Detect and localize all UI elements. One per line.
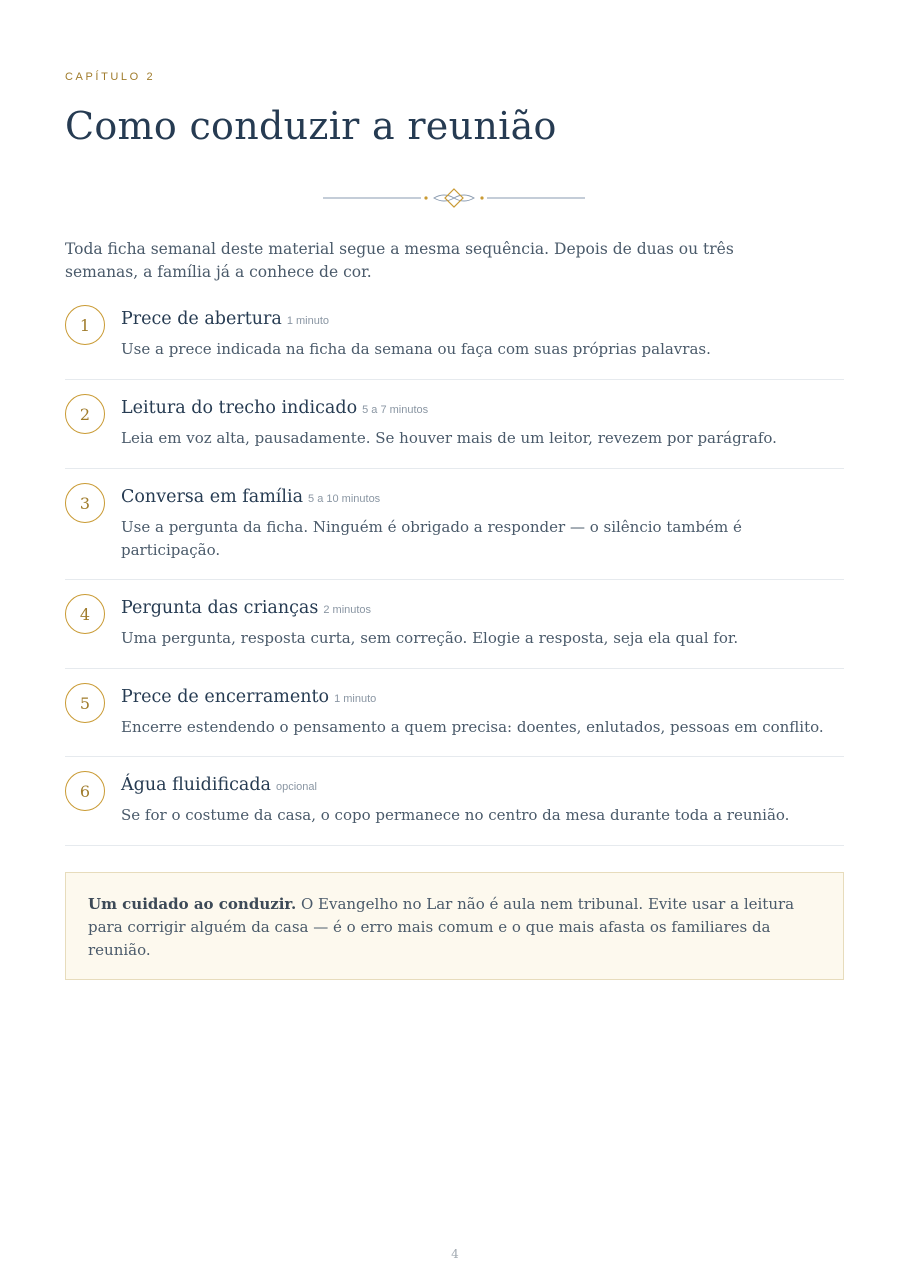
step-title: Prece de abertura [121,309,282,329]
step-item [65,683,844,757]
step-description: Use a pergunta da ficha. Ninguém é obrigado a responder — o silêncio também é participação. [121,518,742,559]
step-item [65,394,844,469]
callout-lead: Um cuidado ao conduzir. [88,895,297,913]
step-number: 6 [65,771,105,811]
intro-paragraph: Toda ficha semanal deste material segue a mesma sequência. Depois de duas ou três semanas, a família já a conhece de cor. [65,240,734,281]
step-header [121,687,376,707]
step-header [121,398,428,418]
callout-body: O Evangelho no Lar não é aula nem tribunal. Evite usar a leitura para corrigir alguém da casa — é o erro mais comum e o que mais afasta os familiares da reunião. [88,895,795,959]
step-number: 5 [65,683,105,723]
step-header [121,487,380,507]
step-title: Pergunta das crianças [121,598,319,618]
step-number: 4 [65,594,105,634]
step-header [121,309,329,329]
step-description: Encerre estendendo o pensamento a quem precisa: doentes, enlutados, pessoas em conflito. [121,718,824,736]
step-duration: 5 a 10 minutos [308,493,381,505]
callout-box [65,872,844,980]
step-number: 1 [65,305,105,345]
step-title: Prece de encerramento [121,687,330,707]
step-title: Conversa em família [121,487,304,507]
step-item [65,483,844,580]
step-duration: opcional [276,781,317,793]
step-title: Leitura do trecho indicado [121,398,358,418]
step-number: 2 [65,394,105,434]
step-duration: 1 minuto [334,693,377,705]
step-header [121,598,371,618]
step-item [65,594,844,669]
step-item [65,771,844,846]
callout-text [88,893,821,962]
step-duration: 2 minutos [323,604,372,616]
step-description: Uma pergunta, resposta curta, sem correção. Elogie a resposta, seja ela qual for. [121,629,739,647]
step-description: Se for o costume da casa, o copo permanece no centro da mesa durante toda a reunião. [121,806,790,824]
page-title: Como conduzir a reunião [65,104,557,148]
step-number: 3 [65,483,105,523]
step-description: Use a prece indicada na ficha da semana ou faça com suas próprias palavras. [121,340,711,358]
step-duration: 5 a 7 minutos [362,404,429,416]
step-description: Leia em voz alta, pausadamente. Se houver mais de um leitor, revezem por parágrafo. [121,429,777,447]
chapter-label: CAPÍTULO 2 [65,71,156,83]
step-title: Água fluidificada [121,775,271,795]
step-duration: 1 minuto [286,315,330,327]
step-item [65,305,844,380]
step-header [121,775,317,795]
page-number: 4 [451,1247,459,1261]
divider-ornament-icon [321,186,587,210]
